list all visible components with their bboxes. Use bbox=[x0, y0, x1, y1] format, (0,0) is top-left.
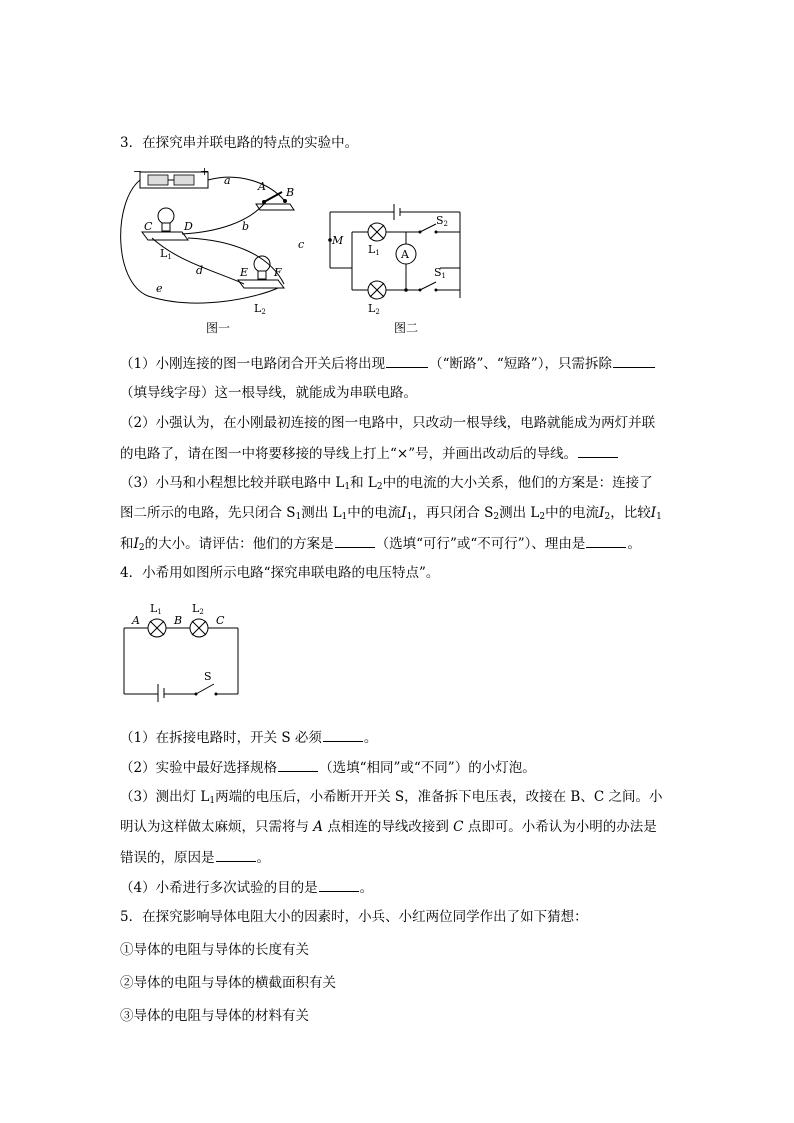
lamp-l2-label: L2 bbox=[192, 602, 204, 616]
answer-blank[interactable] bbox=[323, 727, 363, 742]
point-a-label: A bbox=[132, 614, 140, 627]
lamp-l1-symbol-label: L1 bbox=[368, 243, 380, 257]
q5-guess-3: ③导体的电阻与导体的材料有关 bbox=[120, 1008, 309, 1024]
q3-part2-line1: （2）小强认为，在小刚最初连接的图一电路中，只改动一根导线，电路就能成为两灯并联 bbox=[120, 415, 656, 431]
wire-label-e: e bbox=[156, 282, 163, 295]
switch-s2-label: S2 bbox=[436, 214, 449, 228]
lamp-l1-label: L1 bbox=[160, 247, 172, 261]
wire-label-b: b bbox=[242, 220, 250, 233]
figure-1-circuit-sketch bbox=[118, 162, 318, 337]
lamp-l2-label-e: E bbox=[240, 266, 249, 279]
q3-part1-line2: （填导线字母）这一根导线，就能成为串联电路。 bbox=[120, 385, 417, 401]
q3-part3-line2: 图二所示的电路，先只闭合 $S_1$测出 $L_1$中的电流$I_1$，再只闭合 $S_2$测出 $L_2$中的电流$I_2$，比较$I_1$ bbox=[120, 505, 662, 522]
q4-part1: （1）在拆接电路时，开关 S 必须 。 bbox=[120, 727, 377, 748]
battery-box bbox=[140, 172, 208, 188]
answer-blank[interactable] bbox=[613, 353, 655, 368]
switch-s1-label: S1 bbox=[434, 266, 447, 280]
lamp-l2-symbol-label: L2 bbox=[368, 302, 380, 316]
lamp-l2-label: L2 bbox=[254, 302, 266, 316]
figure-2-caption: 图二 bbox=[394, 321, 419, 335]
lamp-l2-label-f: F bbox=[274, 266, 282, 279]
q4-part3-line2: 明认为这样做太麻烦，只需将与 A 点相连的导线改接到 C 点即可。小希认为小明的办法是 bbox=[120, 819, 657, 835]
node-m-label: M bbox=[332, 234, 344, 247]
q5-guess-2: ②导体的电阻与导体的横截面积有关 bbox=[120, 975, 336, 991]
q3-part2-line2: 的电路了，请在图一中将要移接的导线上打上“×”号，并画出改动后的导线。 bbox=[120, 443, 619, 464]
q3-title: 3．在探究串并联电路的特点的实验中。 bbox=[120, 135, 359, 151]
battery-minus-label: − bbox=[133, 165, 143, 178]
wire-label-a: a bbox=[224, 174, 231, 187]
q4-title: 4．小希用如图所示电路“探究串联电路的电压特点”。 bbox=[120, 565, 440, 581]
answer-blank[interactable] bbox=[278, 757, 318, 772]
answer-blank[interactable] bbox=[216, 847, 256, 862]
lamp-l1-label-c: C bbox=[144, 220, 153, 233]
q4-part4: （4）小希进行多次试验的目的是 。 bbox=[120, 877, 373, 898]
answer-blank[interactable] bbox=[586, 533, 626, 548]
q3-part1-line1: （1）小刚连接的图一电路闭合开关后将出现 （“断路”、“短路”），只需拆除 bbox=[120, 353, 656, 374]
figure-2-schematic bbox=[322, 198, 472, 338]
q4-part2: （2）实验中最好选择规格 （选填“相同”或“不同”）的小灯泡。 bbox=[120, 757, 536, 778]
q5-title: 5．在探究影响导体电阻大小的因素时，小兵、小红两位同学作出了如下猜想： bbox=[120, 909, 588, 925]
switch-s-label: S bbox=[204, 670, 212, 683]
switch-label-a: A bbox=[258, 180, 266, 193]
ammeter-symbol-label: A bbox=[401, 248, 409, 261]
answer-blank[interactable] bbox=[335, 533, 375, 548]
figure-q4-series-circuit bbox=[118, 598, 248, 702]
q4-part3-line1: （3）测出灯 $L_1$两端的电压后，小希断开开关 S，准备拆下电压表，改接在 B、C 之间。小 bbox=[120, 789, 663, 806]
answer-blank[interactable] bbox=[578, 443, 618, 458]
switch-label-b: B bbox=[286, 186, 295, 199]
point-b-label: B bbox=[174, 614, 183, 627]
point-c-label: C bbox=[216, 614, 225, 627]
q5-guess-1: ①导体的电阻与导体的长度有关 bbox=[120, 942, 309, 958]
wire-label-d: d bbox=[196, 264, 204, 277]
answer-blank[interactable] bbox=[319, 877, 359, 892]
lamp-l1-label-d: D bbox=[184, 220, 193, 233]
q3-part3-line3: 和$I_2$的大小。请评估：他们的方案是 （选填“可行”或“不可行”）、理由是 。 bbox=[120, 533, 641, 558]
battery-plus-label: + bbox=[200, 165, 210, 178]
answer-blank[interactable] bbox=[386, 353, 428, 368]
lamp-l1-label: L1 bbox=[150, 602, 162, 616]
q4-part3-line3: 错误的，原因是 。 bbox=[120, 847, 270, 868]
figure-1-caption: 图一 bbox=[206, 321, 231, 335]
wire-label-c: c bbox=[298, 238, 305, 251]
q3-part3-line1: （3）小马和小程想比较并联电路中 $L_1$和 $L_2$中的电流的大小关系，他们的方案是：连接了 bbox=[120, 475, 653, 492]
